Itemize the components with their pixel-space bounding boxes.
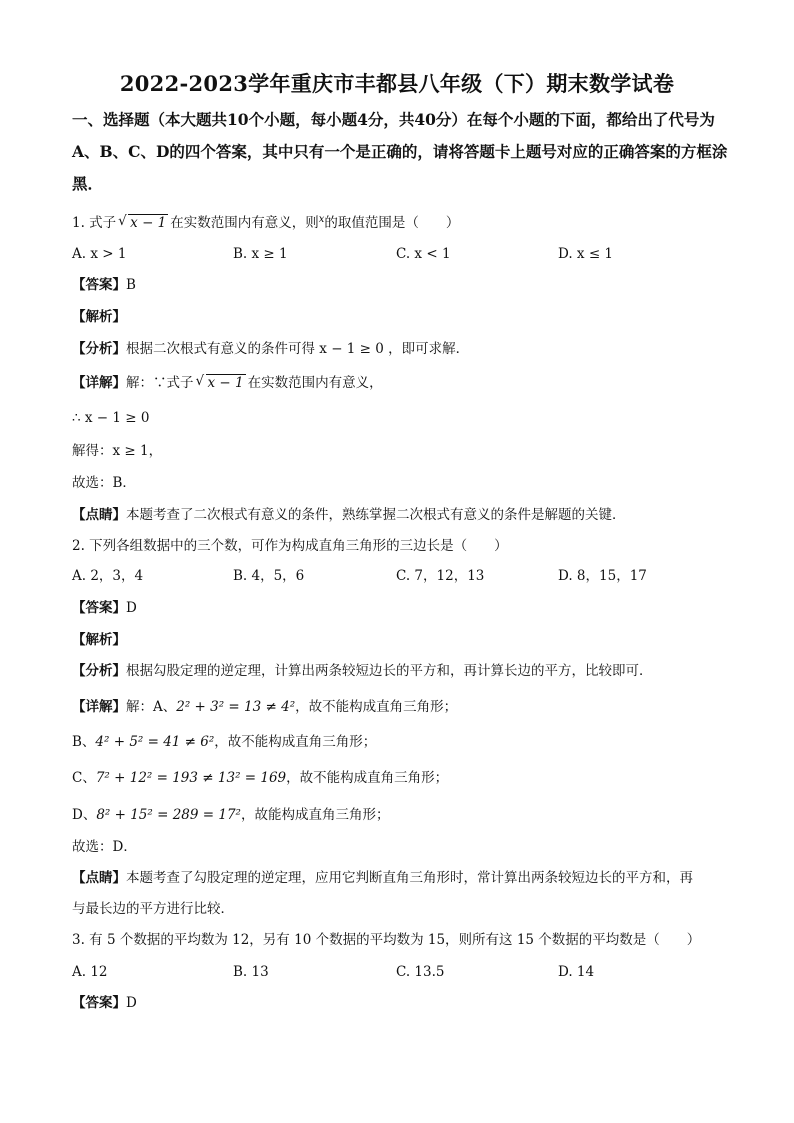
q3-option-a: A. 12: [72, 964, 108, 980]
q2-fenxi-label: 【分析】: [72, 663, 126, 679]
q2-choose: 故选：D．: [72, 839, 137, 855]
q2-answer: [72, 598, 137, 618]
q2-stem: 2. 下列各组数据中的三个数，可作为构成直角三角形的三边长是（ ）: [72, 538, 508, 554]
q2-xiangjie-d: [72, 805, 389, 825]
q1-answer-label: 【答案】: [72, 277, 126, 293]
q1-option-b: B. x ≥ 1: [233, 246, 288, 262]
q1-answer: [72, 275, 136, 295]
q2-line-b-suffix: ，故不能构成直角三角形；: [214, 734, 377, 750]
q2-dianjing-1: [72, 868, 693, 888]
q2-xiangjie-label: 【详解】: [72, 699, 126, 715]
q3-answer-value: D: [126, 995, 137, 1011]
section-heading: 一、选择题（本大题共10个小题，每小题4分，共40分）在每个小题的下面，都给出了代号为A、B、C、D的四个答案，其中只有一个是正确的，请将答题卡上题号对应的正确答案的方框涂黑．: [72, 110, 728, 193]
q2-line-a-math: 2² + 3² = 13 ≠ 4²: [176, 699, 296, 715]
q2-fenxi: [72, 661, 653, 681]
q1-dianjing: [72, 505, 626, 525]
q2-option-d: D. 8，15，17: [558, 568, 647, 584]
q2-line-c-suffix: ，故不能构成直角三角形；: [286, 770, 449, 786]
q1-stem-mid: 在实数范围内有意义，则: [170, 215, 319, 231]
q2-line-a-suffix: ，故不能构成直角三角形；: [295, 699, 458, 715]
q1-stem-prefix: 1. 式子: [72, 215, 117, 231]
q2-analysis-label: 【解析】: [72, 632, 126, 648]
q2-line-b-prefix: B、: [72, 734, 96, 750]
q1-xiangjie-label: 【详解】: [72, 375, 126, 391]
q1-xiangjie-prefix: 解：∵式子: [126, 375, 194, 391]
q1-radicand: x − 1: [130, 215, 167, 231]
q2-dianjing-2: 与最长边的平方进行比较．: [72, 901, 234, 917]
q1-step2: 解得：x ≥ 1，: [72, 443, 163, 459]
q2-line-a-prefix: 解：A、: [126, 699, 177, 715]
q1-step1: ∴ x − 1 ≥ 0: [72, 410, 150, 426]
q1-option-c: C. x < 1: [396, 246, 451, 262]
q2-line-b-math: 4² + 5² = 41 ≠ 6²: [95, 734, 215, 750]
q3-answer-label: 【答案】: [72, 995, 126, 1011]
q1-option-d: D. x ≤ 1: [558, 246, 614, 262]
page-title: 2022-2023学年重庆市丰都县八年级（下）期末数学试卷: [119, 71, 675, 96]
q1-var: x: [318, 214, 325, 225]
q1-answer-value: B: [126, 277, 136, 293]
q1-fenxi-text: 根据二次根式有意义的条件可得 x − 1 ≥ 0 ，即可求解．: [126, 341, 470, 357]
q3-stem: 3. 有 5 个数据的平均数为 12，另有 10 个数据的平均数为 15，则所有这 15 个数据的平均数是（ ）: [72, 932, 701, 948]
q2-answer-label: 【答案】: [72, 600, 126, 616]
q3-option-d: D. 14: [558, 964, 595, 980]
q2-dianjing-text-1: 本题考查了勾股定理的逆定理，应用它判断直角三角形时，常计算出两条较短边长的平方和，再: [126, 870, 693, 886]
q2-xiangjie-c: [72, 768, 448, 788]
q2-xiangjie-b: [72, 732, 376, 752]
q2-fenxi-text: 根据勾股定理的逆定理，计算出两条较短边长的平方和，再计算长边的平方，比较即可．: [126, 663, 653, 679]
q3-answer: [72, 993, 137, 1013]
q1-fenxi: [72, 339, 469, 359]
q2-answer-value: D: [126, 600, 137, 616]
q1-xiangjie-radicand: x − 1: [207, 375, 244, 391]
q1-stem: [72, 210, 459, 233]
q1-radical: [118, 213, 168, 233]
q1-stem-suffix: 的取值范围是（ ）: [324, 215, 460, 231]
q1-option-a: A. x > 1: [72, 246, 127, 262]
q2-line-c-math: 7² + 12² = 193 ≠ 13² = 169: [95, 770, 287, 786]
q1-dianjing-text: 本题考查了二次根式有意义的条件，熟练掌握二次根式有意义的条件是解题的关键．: [126, 507, 626, 523]
q2-line-d-prefix: D、: [72, 807, 97, 823]
q2-option-c: C. 7，12，13: [396, 568, 485, 584]
q1-xiangjie: [72, 373, 383, 393]
q2-xiangjie-a: [72, 697, 457, 717]
q1-xiangjie-radical: [196, 373, 246, 393]
q2-option-b: B. 4，5，6: [233, 568, 305, 584]
q1-fenxi-label: 【分析】: [72, 341, 126, 357]
q2-dianjing-label: 【点睛】: [72, 870, 126, 886]
q2-line-d-math: 8² + 15² = 289 = 17²: [96, 807, 241, 823]
q2-line-d-suffix: ，故能构成直角三角形；: [240, 807, 390, 823]
q1-dianjing-label: 【点睛】: [72, 507, 126, 523]
q2-option-a: A. 2，3，4: [72, 568, 144, 584]
q3-option-c: C. 13.5: [396, 964, 445, 980]
q1-xiangjie-suffix: 在实数范围内有意义，: [247, 375, 383, 391]
q2-line-c-prefix: C、: [72, 770, 96, 786]
q3-option-b: B. 13: [233, 964, 269, 980]
q1-analysis-label: 【解析】: [72, 309, 126, 325]
q1-step3: 故选：B．: [72, 475, 136, 491]
